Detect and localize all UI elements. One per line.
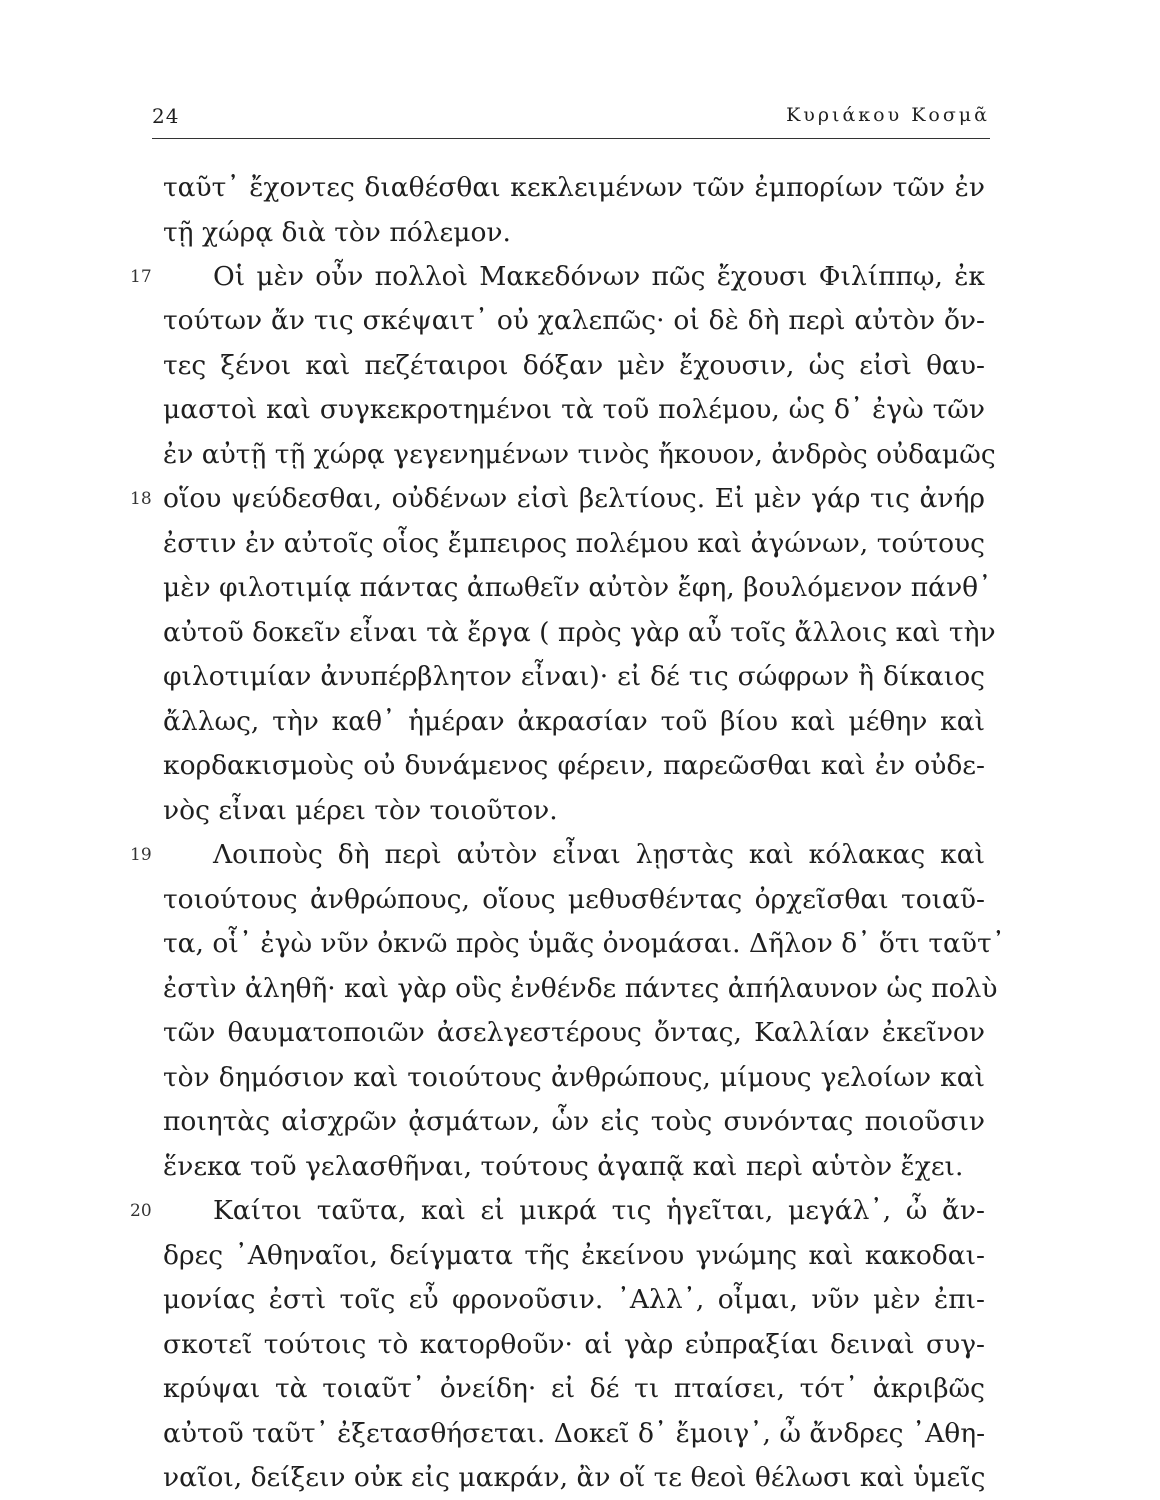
page-number: 24 bbox=[152, 104, 180, 128]
text-line: μὲν φιλοτιμίᾳ πάντας ἀπωθεῖν αὐτὸν ἔφη, βουλόμενον πάνθ᾿ bbox=[163, 572, 992, 604]
text-line: ναῖοι, δείξειν οὐκ εἰς μακράν, ἂν οἵ τε θεοὶ θέλωσι καὶ ὑμεῖς bbox=[163, 1462, 986, 1493]
text-line: τῶν θαυματοποιῶν ἀσελγεστέρους ὄντας, Καλλίαν ἐκεῖνον bbox=[163, 1017, 985, 1049]
header-rule bbox=[152, 138, 990, 139]
text-line: σκοτεῖ τούτοις τὸ κατορθοῦν· αἱ γὰρ εὐπραξίαι δειναὶ συγ- bbox=[163, 1328, 985, 1360]
text-line: τα, οἷ᾿ ἐγὼ νῦν ὀκνῶ πρὸς ὑμᾶς ὀνομάσαι. Δῆλον δ᾿ ὅτι ταῦτ᾿ bbox=[163, 928, 1005, 960]
text-line: ταῦτ᾿ ἔχοντες διαθέσθαι κεκλειμένων τῶν ἐμπορίων τῶν ἐν bbox=[163, 172, 985, 203]
text-line: κορδακισμοὺς οὐ δυνάμενος φέρειν, παρεῶσθαι καὶ ἐν οὐδε- bbox=[163, 750, 985, 782]
text-line: ἐν αὐτῇ τῇ χώρᾳ γεγενημένων τινὸς ἤκουον, ἀνδρὸς οὐδαμῶς bbox=[163, 438, 996, 470]
text-line: μαστοὶ καὶ συγκεκροτημένοι τὰ τοῦ πολέμου, ὡς δ᾿ ἐγὼ τῶν bbox=[163, 394, 985, 426]
text-line: οἵου ψεύδεσθαι, οὐδένων εἰσὶ βελτίους. Εἰ μὲν γάρ τις ἀνήρ bbox=[163, 483, 985, 515]
text-line: τούτων ἄν τις σκέψαιτ᾿ οὐ χαλεπῶς· οἱ δὲ δὴ περὶ αὐτὸν ὄν- bbox=[163, 305, 985, 337]
text-line: αὐτοῦ ταῦτ᾿ ἐξετασθήσεται. Δοκεῖ δ᾿ ἔμοιγ᾿, ὦ ἄνδρες ᾿Αθη- bbox=[163, 1417, 986, 1449]
text-line: ποιητὰς αἰσχρῶν ᾀσμάτων, ὧν εἰς τοὺς συνόντας ποιοῦσιν bbox=[163, 1106, 985, 1138]
section-marker: 19 bbox=[130, 845, 152, 866]
text-line: νὸς εἶναι μέρει τὸν τοιοῦτον. bbox=[163, 794, 558, 826]
text-line: ἐστὶν ἀληθῆ· καὶ γὰρ οὓς ἐνθένδε πάντες ἀπήλαυνον ὡς πολὺ bbox=[163, 972, 998, 1004]
text-line: δρες ᾿Αθηναῖοι, δείγματα τῆς ἐκείνου γνώμης καὶ κακοδαι- bbox=[163, 1239, 985, 1271]
text-line: αὐτοῦ δοκεῖν εἶναι τὰ ἔργα ( πρὸς γὰρ αὖ τοῖς ἄλλοις καὶ τὴν bbox=[163, 616, 996, 648]
text-line: ἕνεκα τοῦ γελασθῆναι, τούτους ἀγαπᾷ καὶ περὶ αὑτὸν ἔχει. bbox=[163, 1150, 964, 1182]
text-line: Οἱ μὲν οὖν πολλοὶ Μακεδόνων πῶς ἔχουσι Φιλίππῳ, ἐκ bbox=[213, 261, 985, 292]
section-marker: 18 bbox=[130, 489, 152, 510]
text-line: μονίας ἐστὶ τοῖς εὖ φρονοῦσιν. ᾿Αλλ᾿, οἶμαι, νῦν μὲν ἐπι- bbox=[163, 1284, 985, 1316]
text-line: κρύψαι τὰ τοιαῦτ᾿ ὀνείδη· εἰ δέ τι πταίσει, τότ᾿ ἀκριβῶς bbox=[163, 1373, 985, 1404]
section-marker: 17 bbox=[130, 267, 152, 287]
text-line: τες ξένοι καὶ πεζέταιροι δόξαν μὲν ἔχουσιν, ὡς εἰσὶ θαυ- bbox=[163, 349, 985, 381]
section-marker: 20 bbox=[130, 1201, 152, 1222]
page-header bbox=[152, 100, 990, 136]
text-line: Καίτοι ταῦτα, καὶ εἰ μικρά τις ἡγεῖται, μεγάλ᾿, ὦ ἄν- bbox=[213, 1195, 985, 1227]
running-head: Κυριάκου Κοσμᾶ bbox=[786, 104, 990, 126]
text-line: τῇ χώρᾳ διὰ τὸν πόλεμον. bbox=[163, 216, 511, 248]
text-line: φιλοτιμίαν ἀνυπέρβλητον εἶναι)· εἰ δέ τις σώφρων ἢ δίκαιος bbox=[163, 661, 985, 693]
text-line: τὸν δημόσιον καὶ τοιούτους ἀνθρώπους, μίμους γελοίων καὶ bbox=[163, 1061, 985, 1093]
text-line: ἐστιν ἐν αὐτοῖς οἷος ἔμπειρος πολέμου καὶ ἀγώνων, τούτους bbox=[163, 527, 985, 559]
text-line: ἄλλως, τὴν καθ᾿ ἡμέραν ἀκρασίαν τοῦ βίου καὶ μέθην καὶ bbox=[163, 705, 985, 737]
text-line: τοιούτους ἀνθρώπους, οἵους μεθυσθέντας ὀρχεῖσθαι τοιαῦ- bbox=[163, 883, 985, 915]
text-line: Λοιποὺς δὴ περὶ αὐτὸν εἶναι λῃστὰς καὶ κόλακας καὶ bbox=[213, 839, 985, 871]
